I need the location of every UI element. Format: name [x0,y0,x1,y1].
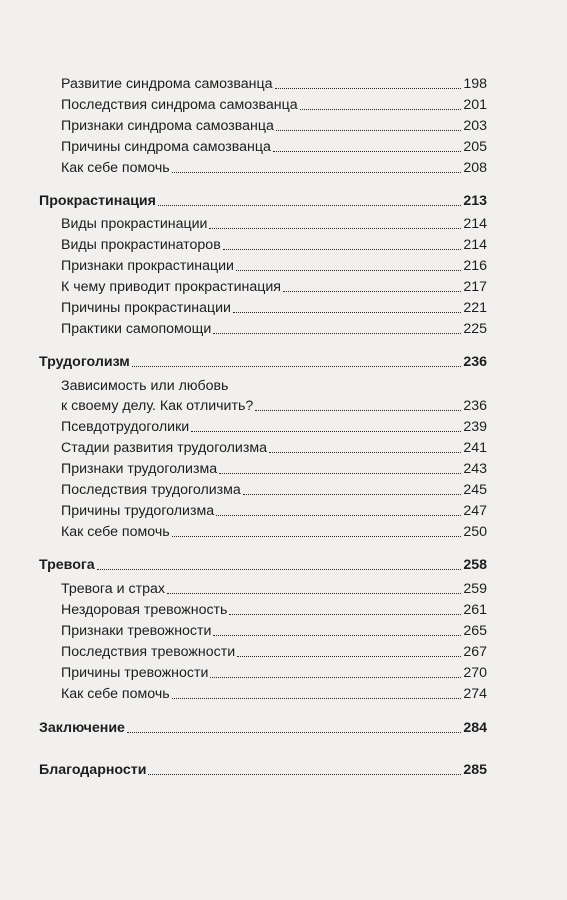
toc-chapter-page: 284 [463,720,487,736]
toc-entry-title: Развитие синдрома самозванца [61,76,273,92]
toc-entry [61,237,487,254]
toc-chapter-title: Заключение [39,720,125,736]
toc-entry [61,686,487,703]
toc-entry-title: Признаки тревожности [61,623,212,639]
toc-entry [61,300,487,317]
toc-entry-page: 245 [463,482,487,498]
toc-entry [61,398,487,415]
toc-entry-page: 221 [463,300,487,316]
toc-entry [61,440,487,457]
toc-entry-page: 214 [463,216,487,232]
toc-entry-title: Признаки прокрастинации [61,258,234,274]
toc-entry-title: Практики самопомощи [61,321,212,337]
toc-entry-page: 241 [463,440,487,456]
toc-entry-title: к своему делу. Как отличить? [61,398,254,414]
toc-entry [61,118,487,135]
toc-entry-title: Последствия трудоголизма [61,482,241,498]
toc-chapter-page: 236 [463,354,487,370]
toc-entry-title: Тревога и страх [61,581,165,597]
toc-chapter-title: Трудоголизм [39,354,130,370]
toc-entry-page: 236 [463,398,487,414]
toc-entry-page: 259 [463,581,487,597]
toc-entry-title: Виды прокрастинации [61,216,208,232]
dot-leader [219,473,461,474]
toc-entry-page: 217 [463,279,487,295]
toc-entry [61,581,487,598]
dot-leader [132,366,462,367]
toc-entry-title: Псевдотрудоголики [61,419,190,435]
toc-entry-title: Последствия тревожности [61,644,236,660]
dot-leader [276,130,461,131]
toc-chapter-workaholism [39,354,487,371]
toc-entry [61,461,487,478]
toc-entry-title: Как себе помочь [61,160,170,176]
dot-leader [127,732,461,733]
dot-leader [283,291,461,292]
toc-entry-page: 247 [463,503,487,519]
toc-entry [61,97,487,114]
toc-entry-title: Нездоровая тревожность [61,602,228,618]
toc-entry [61,76,487,93]
dot-leader [269,452,461,453]
toc-entry-title: Виды прокрастинаторов [61,237,221,253]
dot-leader [172,172,462,173]
toc-chapter-acknowledgements [39,762,487,779]
dot-leader [237,656,461,657]
toc-entry [61,644,487,661]
toc-entry-title: Причины прокрастинации [61,300,231,316]
toc-entry-page: 243 [463,461,487,477]
toc-entry [61,524,487,541]
toc-chapter-title: Благодарности [39,762,147,778]
toc-entry [61,602,487,619]
dot-leader [213,635,461,636]
dot-leader [236,270,461,271]
toc-entry-page: 265 [463,623,487,639]
dot-leader [148,774,461,775]
toc-entry [61,665,487,682]
toc-entry-page: 201 [463,97,487,113]
toc-entry-page: 274 [463,686,487,702]
toc-entry-title: Как себе помочь [61,686,170,702]
dot-leader [213,333,461,334]
toc-entry [61,419,487,436]
dot-leader [172,698,462,699]
dot-leader [97,569,462,570]
dot-leader [216,515,461,516]
toc-chapter-title: Прокрастинация [39,193,156,209]
toc-chapter-page: 258 [463,557,487,573]
toc-chapter-title: Тревога [39,557,95,573]
toc-entry [61,482,487,499]
toc-entry-title: Причины тревожности [61,665,209,681]
toc-entry-title: Признаки трудоголизма [61,461,218,477]
toc-entry-page: 225 [463,321,487,337]
toc-entry-title: Как себе помочь [61,524,170,540]
dot-leader [209,228,461,229]
toc-entry [61,623,487,640]
toc-entry [61,258,487,275]
toc-entry-page: 267 [463,644,487,660]
toc-entry-title-line1: Зависимость или любовь [61,378,229,394]
dot-leader [273,151,461,152]
toc-entry [61,139,487,156]
toc-chapter-page: 285 [463,762,487,778]
toc-entry-title: Причины трудоголизма [61,503,215,519]
dot-leader [229,614,461,615]
toc-entry-page: 239 [463,419,487,435]
dot-leader [210,677,461,678]
toc-entry-page: 205 [463,139,487,155]
dot-leader [223,249,462,250]
toc-entry-page: 250 [463,524,487,540]
toc-entry-title: Стадии развития трудоголизма [61,440,267,456]
toc-entry [61,503,487,520]
dot-leader [172,536,462,537]
dot-leader [300,109,462,110]
toc-entry [61,279,487,296]
dot-leader [191,431,461,432]
toc-entry-page: 270 [463,665,487,681]
toc-entry-page: 203 [463,118,487,134]
toc-entry-page: 261 [463,602,487,618]
toc-entry-title: К чему приводит прокрастинация [61,279,281,295]
toc-entry-page: 216 [463,258,487,274]
toc-entry-title: Признаки синдрома самозванца [61,118,274,134]
dot-leader [167,593,461,594]
dot-leader [255,410,461,411]
toc-chapter-procrastination [39,193,487,210]
toc-entry [61,160,487,177]
toc-chapter-conclusion [39,720,487,737]
dot-leader [243,494,462,495]
toc-entry-title: Последствия синдрома самозванца [61,97,298,113]
toc-chapter-anxiety [39,557,487,574]
dot-leader [233,312,461,313]
toc-entry [61,321,487,338]
toc-chapter-page: 213 [463,193,487,209]
toc-entry-page: 208 [463,160,487,176]
dot-leader [158,205,461,206]
toc-entry [61,216,487,233]
toc-entry-page: 214 [463,237,487,253]
toc-entry-title: Причины синдрома самозванца [61,139,271,155]
dot-leader [275,88,462,89]
toc-entry-page: 198 [463,76,487,92]
